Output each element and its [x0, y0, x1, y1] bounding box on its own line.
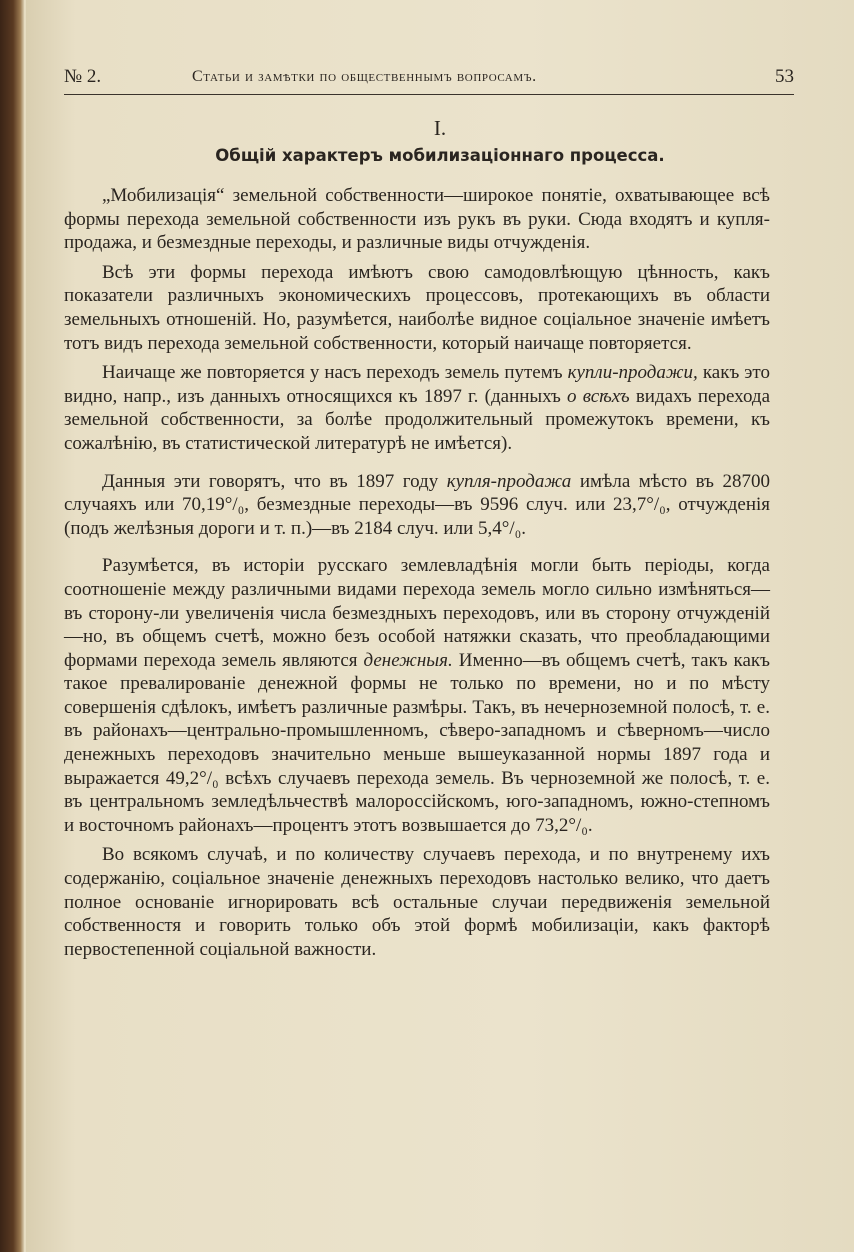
italic-emphasis: денежныя.	[363, 649, 453, 671]
paragraph-2: Всѣ эти формы перехода имѣютъ свою самодовлѣющую цѣнность, какъ показатели различныхъ экономическихъ процессовъ, протекающихъ въ области земельныхъ отношеній. Но, разумѣется, наиболѣе видное соціальное значеніе имѣетъ тотъ видъ перехода земельной собственности, который наичаще повторяется.	[64, 261, 770, 354]
paragraph-1: „Мобилизація“ земельной собственности—широкое понятіе, охватывающее всѣ формы перехода земельной собственности изъ рукъ въ руки. Сюда входятъ и купля-продажа, и безмездные переходы, и различные виды отчужденія.	[64, 185, 770, 254]
paragraph-4: Данныя эти говорятъ, что въ 1897 году купля-продажа имѣла мѣсто въ 28700 случаяхъ или 70,19°/₀, безмездные переходы—въ 9596 случ. или 23,7°/₀, отчужденія (подъ желѣзныя дороги и т. п.)—въ 2184 случ. или 5,4°/₀.	[64, 470, 770, 539]
page-number: 53	[775, 66, 794, 87]
running-title: Статьи и замѣтки по общественнымъ вопросамъ.	[192, 68, 537, 85]
italic-emphasis: о всѣхъ	[566, 385, 630, 407]
section-numeral: I.	[433, 116, 447, 140]
paragraph-6: Во всякомъ случаѣ, и по количеству случаевъ перехода, и по внутренему ихъ содержанію, соціальное значеніе денежныхъ переходовъ настолько велико, что даетъ полное основаніе игнорировать всѣ остальные случаи передвиженія земельной собственностя и говорить только объ этой формѣ мобилизаціи, какъ факторѣ первостепенной соціальной важности.	[64, 844, 770, 960]
book-spine	[0, 0, 24, 1252]
page	[26, 0, 854, 1252]
paragraph-3: Наичаще же повторяется у насъ переходъ земель путемъ купли-продажи, какъ это видно, напр., изъ данныхъ относящихся къ 1897 г. (данныхъ о всѣхъ видахъ перехода земельной собственности, за болѣе продолжительный промежутокъ времени, къ сожалѣнію, въ статистической литературѣ не имѣется).	[64, 362, 770, 454]
paragraph-5: Разумѣется, въ исторіи русскаго землевладѣнія могли быть періоды, когда соотношеніе между различными видами перехода земель могло сильно измѣняться—въ сторону-ли увеличенія числа безмездныхъ переходовъ, или въ сторону отчужденій—но, въ общемъ счетѣ, можно безъ особой натяжки сказать, что преобладающими формами перехода земель являются денежныя. Именно—въ общемъ счетѣ, такъ какъ такое превалированіе денежной формы не только по времени, но и по мѣсту совершенія сдѣлокъ, имѣетъ различные размѣры. Такъ, въ нечерноземной полосѣ, т. е. въ районахъ—центрально-промышленномъ, сѣверо-западномъ и сѣверномъ—число денежныхъ переходовъ значительно меньше вышеуказанной нормы 1897 года и выражается 49,2°/₀ всѣхъ случаевъ перехода земель. Въ черноземной же полосѣ, т. е. въ центральномъ земледѣльчествѣ малороссійскомъ, юго-западномъ, южно-степномъ и восточномъ районахъ—процентъ этотъ возвышается до 73,2°/₀.	[64, 555, 770, 836]
italic-emphasis: купли-продажи,	[567, 362, 698, 384]
running-header	[64, 64, 794, 95]
issue-number: № 2.	[64, 66, 102, 87]
section-title: Общій характеръ мобилизаціоннаго процесса.	[215, 146, 665, 165]
body-text	[64, 184, 770, 967]
italic-emphasis: купля-продажа	[446, 470, 572, 492]
